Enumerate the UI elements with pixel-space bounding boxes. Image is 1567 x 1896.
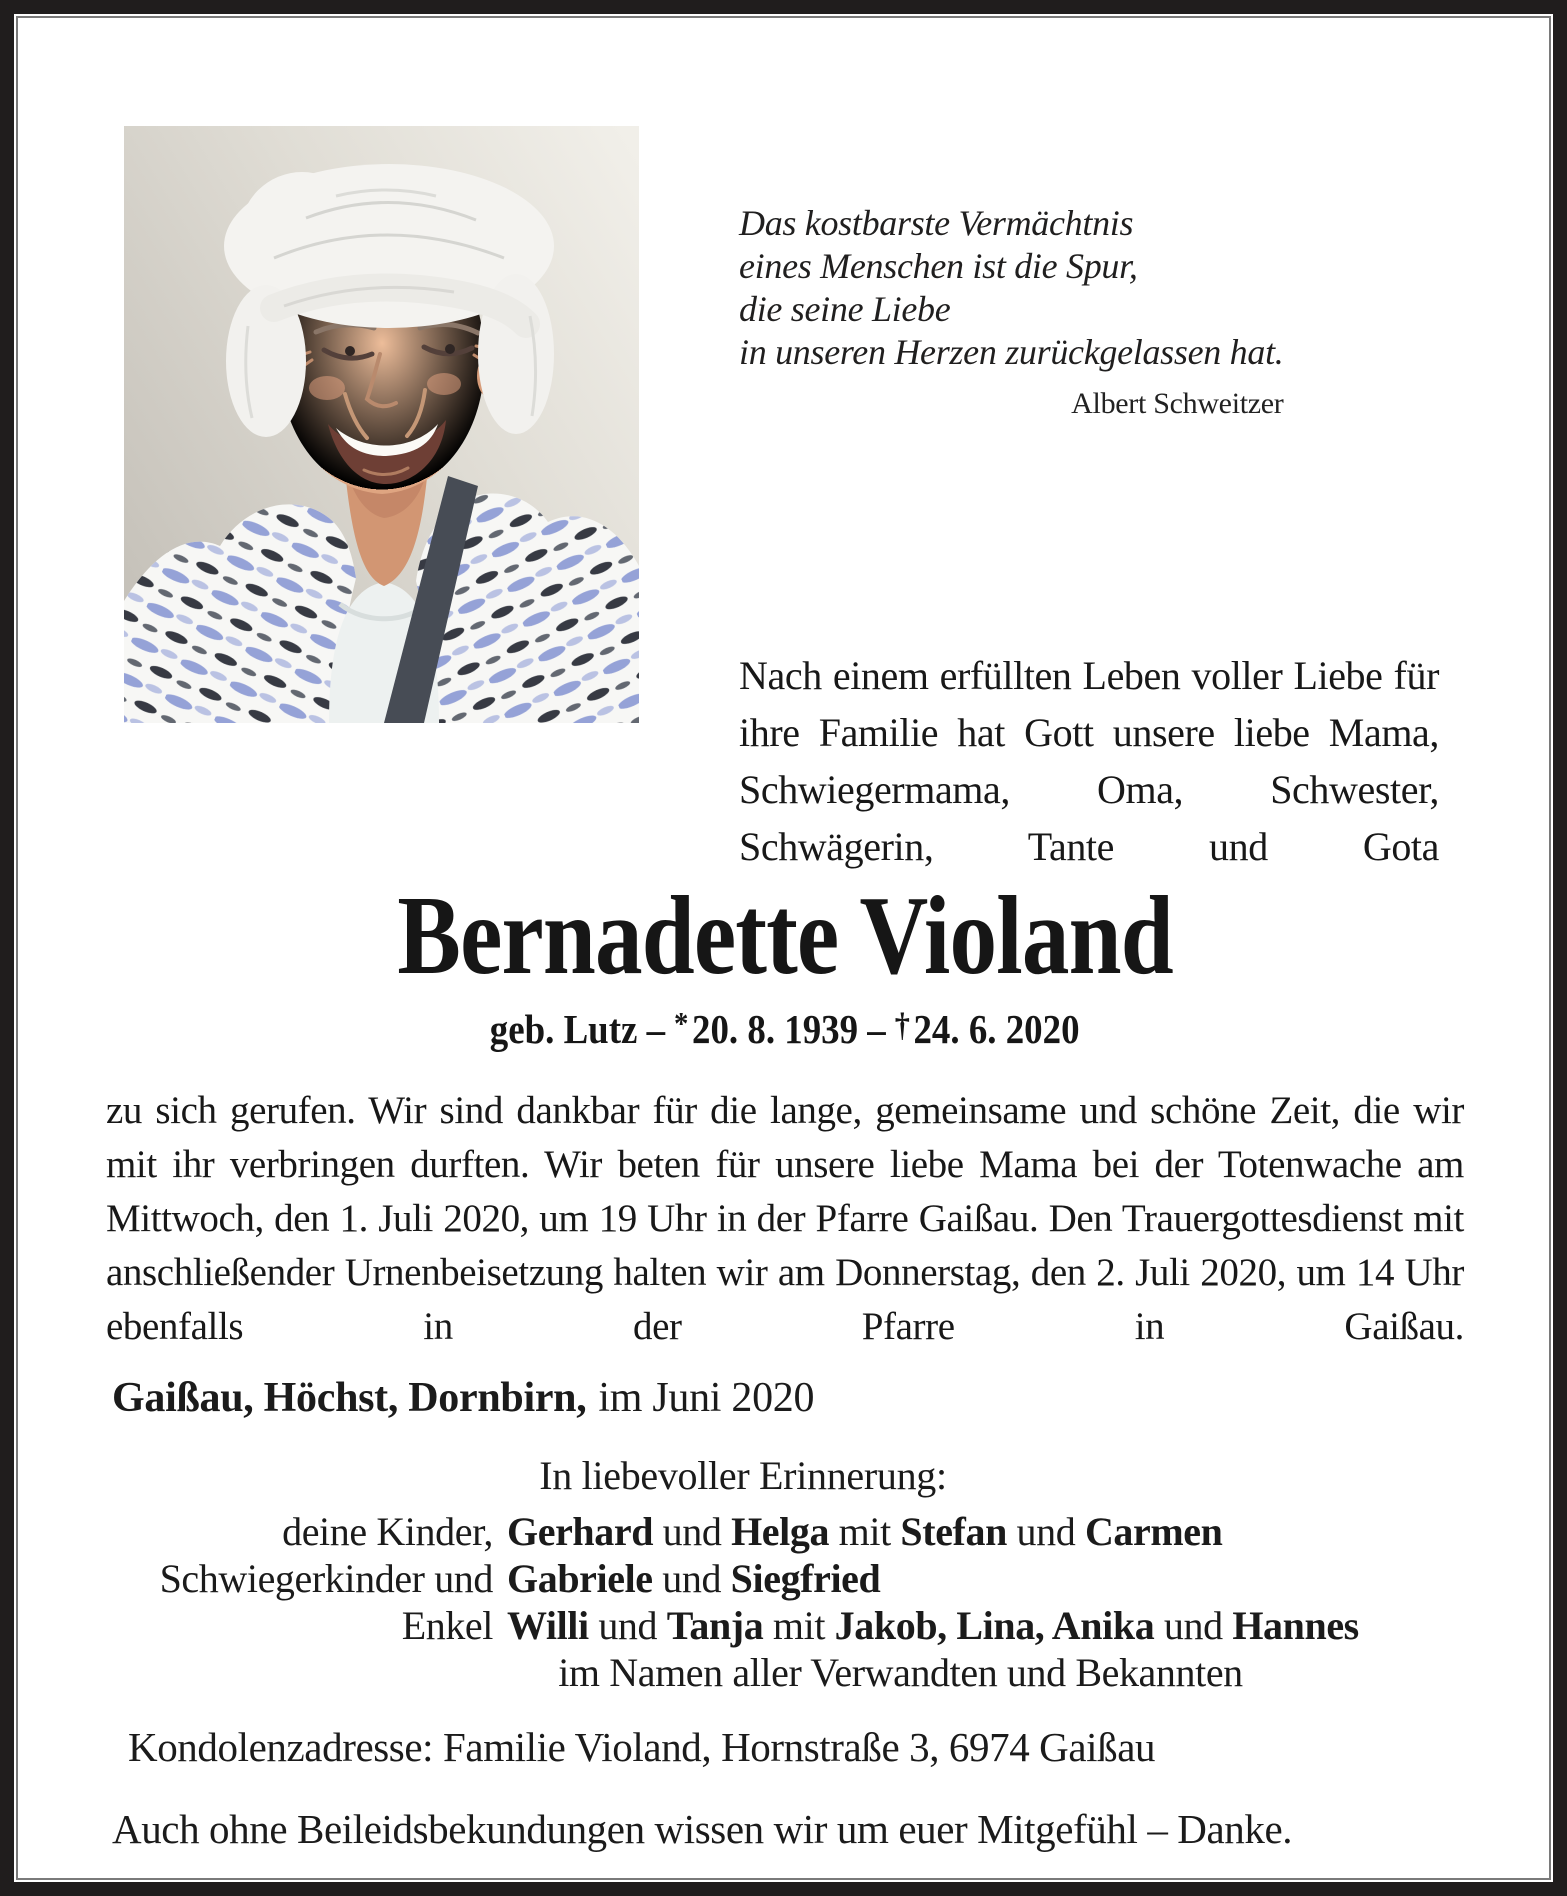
life-dates xyxy=(490,999,1080,1054)
quote-line: in unseren Herzen zurückgelassen hat. xyxy=(739,332,1284,372)
page-content xyxy=(14,14,1553,1882)
condolence-address: Kondolenzadresse: Familie Violand, Hornstraße 3, 6974 Gaißau xyxy=(128,1724,1156,1770)
intro-paragraph: Nach einem erfüllten Leben voller Liebe für ihre Familie hat Gott unsere liebe Mama, Schwiegermama, Oma, Schwester, Schwägerin, Tante und Gota xyxy=(739,653,1439,869)
quote-line: die seine Liebe xyxy=(739,289,951,329)
quote-attribution: Albert Schweitzer xyxy=(1071,387,1284,420)
death-date: 24. 6. 2020 xyxy=(913,1006,1080,1052)
quote-line: Das kostbarste Vermächtnis xyxy=(739,203,1134,243)
name-row xyxy=(106,874,1464,998)
dateline-places: Gaißau, Höchst, Dornbirn, xyxy=(112,1375,587,1421)
family-row-names: Willi und Tanja mit Jakob, Lina, Anika und Hannes xyxy=(507,1603,1359,1648)
dateline-date: im Juni 2020 xyxy=(598,1375,815,1421)
birth-date: 20. 8. 1939 – xyxy=(692,1006,887,1052)
announcement-paragraph: zu sich gerufen. Wir sind dankbar für die lange, gemeinsame und schöne Zeit, die wir mit ihr verbringen durften. Wir beten für unsere liebe Mama bei der Totenwache am Mittwoch, den 1. Juli 2020, um 19 Uhr in der Pfarre Gaißau. Den Trauergottesdienst mit anschließender Urnenbeisetzung halten wir am Donnerstag, den 2. Juli 2020, um 14 Uhr ebenfalls in der Pfarre in Gaißau. xyxy=(106,1089,1464,1348)
family-row-label: Schwiegerkinder und xyxy=(159,1556,493,1601)
family-list xyxy=(106,1508,1464,1696)
quote-line: eines Menschen ist die Spur, xyxy=(739,246,1138,286)
memorial-quote xyxy=(739,202,1283,425)
dateline xyxy=(106,1372,1464,1424)
death-cross-icon: † xyxy=(895,1007,911,1044)
maiden-name: geb. Lutz – xyxy=(490,1006,666,1052)
right-column xyxy=(739,126,1439,875)
family-row-names: Gerhard und Helga mit Stefan und Carmen xyxy=(507,1509,1223,1554)
top-section xyxy=(106,126,1464,875)
portrait-photo xyxy=(124,126,639,723)
portrait-illustration xyxy=(124,126,639,723)
family-row-label: Enkel xyxy=(401,1603,493,1648)
closing-line: im Namen aller Verwandten und Bekannten xyxy=(558,1650,1243,1695)
dates-row xyxy=(106,999,1464,1054)
family-row-label: deine Kinder, xyxy=(282,1509,493,1554)
family-row-names: Gabriele und Siegfried xyxy=(507,1556,881,1601)
farewell-note: Auch ohne Beileidsbekundungen wissen wir um euer Mitgefühl – Danke. xyxy=(112,1806,1293,1852)
remembrance-heading: In liebevoller Erinnerung: xyxy=(539,1453,947,1498)
deceased-name: Bernadette Violand xyxy=(397,874,1173,998)
birth-star-icon: * xyxy=(674,1006,689,1041)
